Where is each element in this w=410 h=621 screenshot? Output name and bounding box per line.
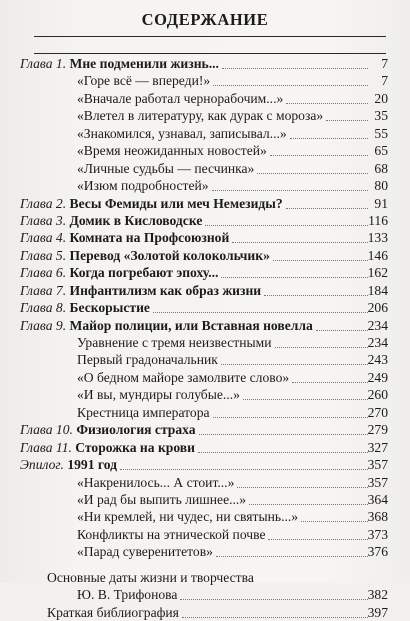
toc-chapter-entry (0, 264, 410, 281)
toc-entry (0, 404, 410, 421)
table-of-contents (0, 55, 410, 621)
page-number: 55 (374, 125, 388, 141)
leader-dots (205, 224, 368, 226)
toc-entry-text (20, 212, 202, 229)
chapter-title: Бескорыстие (69, 300, 150, 316)
chapter-number: Глава 1. (20, 56, 67, 71)
toc-entry-text: «Личные судьбы — песчинка» (77, 160, 255, 176)
toc-entry-text: «Влетел в литературу, как дурак с мороза» (77, 108, 324, 124)
toc-chapter-entry (0, 247, 410, 264)
leader-dots (237, 486, 368, 488)
chapter-title: Перевод «Золотой колокольчик» (69, 247, 270, 263)
leader-dots (180, 598, 368, 600)
toc-entry-text (20, 317, 313, 334)
leader-dots (301, 520, 368, 522)
chapter-title: Весы Фемиды или меч Немезиды? (69, 195, 283, 211)
chapter-number: Глава 5. (20, 247, 67, 263)
chapter-title: 1991 год (67, 457, 118, 473)
chapter-number: Глава 3. (20, 212, 67, 228)
page-number: 146 (367, 247, 388, 263)
top-divider-2 (34, 53, 386, 54)
page-number: 357 (367, 474, 388, 490)
leader-dots (326, 119, 368, 121)
leader-dots (290, 137, 368, 139)
page-number: 376 (367, 544, 388, 560)
toc-entry (0, 125, 410, 142)
toc-entry (0, 474, 410, 491)
toc-entry-text (20, 195, 283, 212)
toc-entry-text (20, 439, 195, 456)
leader-dots (286, 102, 368, 104)
toc-entry (0, 160, 410, 177)
leader-dots (257, 172, 368, 174)
leader-dots (232, 241, 368, 243)
toc-entry-text: «Вначале работал чернорабочим...» (77, 90, 284, 106)
toc-chapter-entry (0, 282, 410, 299)
page-number: 397 (367, 604, 388, 620)
leader-dots (153, 311, 368, 313)
page-number: 234 (367, 335, 388, 350)
page-number: 184 (367, 282, 388, 298)
page-number: 368 (367, 509, 388, 525)
leader-dots (292, 381, 368, 383)
toc-entry-text: Краткая библиография (47, 604, 179, 620)
leader-dots (275, 346, 368, 348)
toc-entry-text: «О бедном майоре замолвите слово» (77, 369, 290, 385)
toc-entry (0, 90, 410, 107)
toc-entry-text: «Накренилось... А стоит...» (77, 474, 235, 490)
toc-entry (0, 107, 410, 124)
toc-entry-text (20, 229, 229, 246)
page-number: 373 (367, 526, 388, 542)
leader-dots (213, 84, 368, 86)
leader-dots (120, 468, 368, 470)
leader-dots (270, 154, 368, 156)
toc-entry (0, 334, 410, 351)
toc-chapter-entry (0, 439, 410, 456)
toc-entry-text: Первый градоначальник (77, 352, 218, 368)
leader-dots (316, 329, 368, 331)
page-number: 68 (374, 160, 388, 176)
toc-entry (0, 351, 410, 368)
toc-entry-text (20, 55, 219, 72)
chapter-title: Когда погребают эпоху... (69, 265, 219, 281)
page-number: 80 (374, 178, 388, 194)
chapter-number: Глава 8. (20, 300, 67, 316)
toc-entry-text: Уравнение с тремя неизвестными (77, 335, 272, 350)
leader-dots (222, 67, 368, 69)
leader-dots (212, 189, 368, 191)
chapter-title: Мне подменили жизнь... (69, 56, 219, 71)
toc-entry-text: Конфликты на этнической почве (77, 526, 266, 542)
page-number: 206 (367, 300, 388, 316)
toc-entry-text: «Изюм подробностей» (77, 178, 209, 194)
page-number: 249 (367, 369, 388, 385)
page-number: 243 (367, 352, 388, 368)
toc-entry-text: «Горе всё — впереди!» (77, 73, 211, 89)
page-title: СОДЕРЖАНИЕ (141, 10, 269, 29)
page-number: 357 (367, 457, 388, 473)
toc-entry-text (20, 282, 261, 299)
page-number: 270 (367, 404, 388, 420)
toc-chapter-entry (0, 456, 410, 473)
toc-entry (0, 604, 410, 621)
chapter-title: Сторожка на крови (75, 439, 195, 455)
chapter-title: Домик в Кисловодске (69, 212, 203, 228)
leader-dots (264, 294, 368, 296)
toc-entry-text (20, 456, 117, 473)
page-number: 133 (367, 230, 388, 246)
toc-chapter-entry (0, 299, 410, 316)
toc-entry-text: «Время неожиданных новостей» (77, 143, 267, 159)
leader-dots (221, 276, 368, 278)
page-number: 364 (367, 491, 388, 507)
chapter-title: Комната на Профсоюзной (69, 230, 230, 246)
page-number: 162 (367, 265, 388, 281)
toc-entry (0, 491, 410, 508)
leader-dots (216, 555, 368, 557)
page-number: 7 (381, 73, 388, 89)
leader-dots (213, 416, 368, 418)
chapter-title: Майор полиции, или Вставная новелла (69, 317, 313, 333)
leader-dots (273, 259, 368, 261)
toc-entry (0, 526, 410, 543)
toc-entry (0, 543, 410, 560)
toc-entry (0, 508, 410, 525)
page-number: 65 (374, 143, 388, 159)
toc-entry-text: «Ни кремлей, ни чудес, ни святынь...» (77, 509, 299, 525)
toc-chapter-entry (0, 229, 410, 246)
page-number: 7 (381, 56, 388, 71)
toc-entry (0, 142, 410, 159)
chapter-number: Глава 4. (20, 230, 67, 246)
leader-dots (243, 398, 368, 400)
leader-dots (199, 433, 368, 435)
toc-entry-text: «И рад бы выпить лишнее...» (77, 491, 247, 507)
toc-entry (0, 586, 410, 603)
chapter-number: Глава 7. (20, 282, 67, 298)
toc-entry (0, 369, 410, 386)
leader-dots (198, 451, 368, 453)
page-number: 234 (367, 317, 388, 333)
toc-chapter-entry (0, 195, 410, 212)
toc-entry-text: Крестница императора (77, 404, 210, 420)
toc-entry (0, 386, 410, 403)
leader-dots (182, 616, 368, 618)
toc-chapter-entry (0, 55, 410, 72)
toc-entry-text: Основные даты жизни и творчества (47, 569, 254, 585)
page-number: 279 (367, 422, 388, 438)
page-number: 20 (374, 90, 388, 106)
toc-chapter-entry (0, 317, 410, 334)
toc-entry-text (20, 421, 196, 438)
toc-entry (0, 569, 410, 586)
toc-entry (0, 72, 410, 89)
toc-entry-text: «Парад суверенитетов» (77, 544, 213, 560)
toc-entry-text: «Знакомился, узнавал, записывал...» (77, 125, 287, 141)
toc-entry (0, 177, 410, 194)
page-number: 327 (367, 439, 388, 455)
top-divider (34, 36, 386, 37)
chapter-title: Инфантилизм как образ жизни (69, 282, 262, 298)
page-number: 35 (374, 108, 388, 124)
toc-entry-text (20, 299, 150, 316)
toc-entry-text: «И вы, мундиры голубые...» (77, 387, 240, 403)
toc-entry-text: Ю. В. Трифонова (77, 587, 178, 603)
chapter-number: Глава 9. (20, 317, 67, 333)
leader-dots (286, 207, 368, 209)
toc-chapter-entry (0, 212, 410, 229)
toc-entry-text (20, 247, 270, 264)
chapter-number: Глава 2. (20, 195, 67, 211)
chapter-title: Физиология страха (76, 422, 196, 438)
toc-entry-text (20, 264, 218, 281)
leader-dots (221, 363, 368, 365)
leader-dots (249, 503, 368, 505)
toc-chapter-entry (0, 421, 410, 438)
page-number: 382 (367, 587, 388, 603)
chapter-number: Глава 11. (20, 439, 72, 455)
chapter-number: Глава 6. (20, 265, 67, 281)
section-gap (0, 561, 410, 569)
leader-dots (268, 538, 368, 540)
page-number: 91 (374, 195, 388, 211)
chapter-number: Глава 10. (20, 422, 73, 438)
page-number: 260 (367, 387, 388, 403)
page-number: 116 (368, 212, 388, 228)
chapter-number: Эпилог. (20, 457, 64, 473)
